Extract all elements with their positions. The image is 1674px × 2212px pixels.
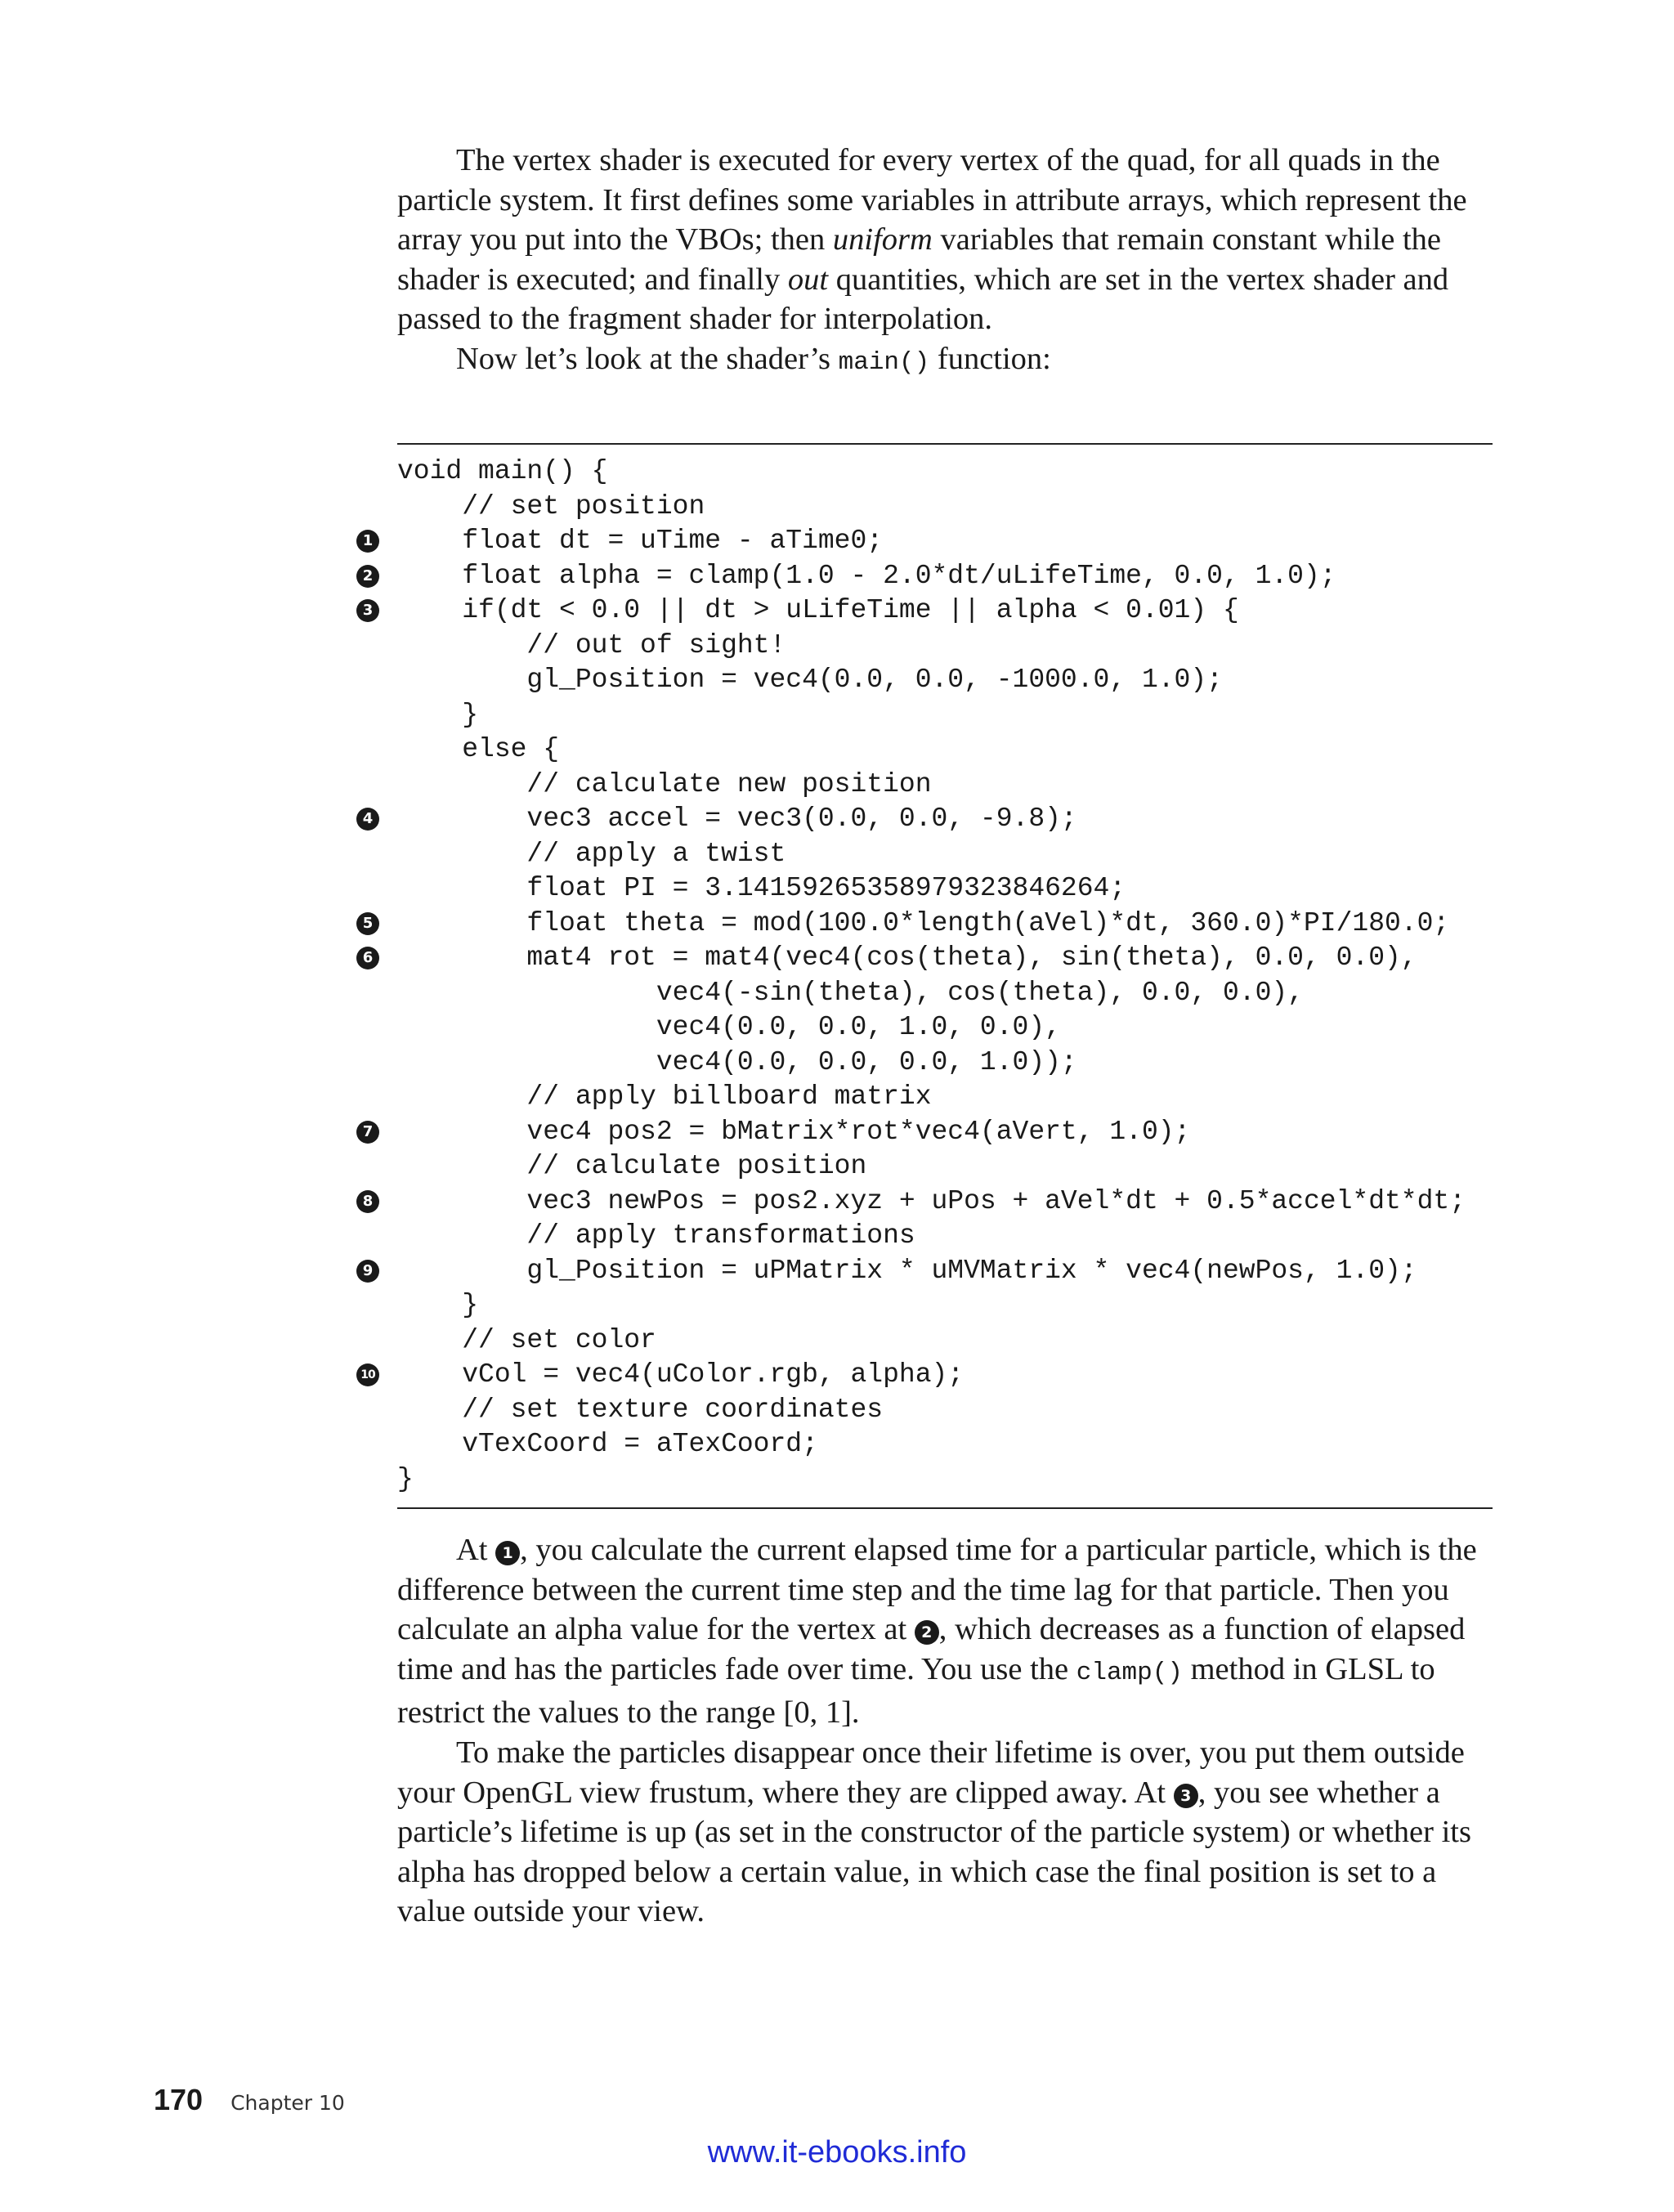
explanation-paragraph-1 [397, 1530, 1509, 1733]
callout-marker-3: 3 [1174, 1784, 1198, 1808]
code-line-text: vec4(-sin(theta), cos(theta), 0.0, 0.0), [397, 977, 1304, 1008]
code-line [362, 907, 1493, 942]
code-line [362, 593, 1493, 629]
exp-p1-code: clamp() [1076, 1658, 1183, 1687]
code-line-text: gl_Position = vec4(0.0, 0.0, -1000.0, 1.0); [397, 665, 1223, 695]
code-line [362, 524, 1493, 559]
page-footer [154, 2083, 345, 2117]
code-line-text: float alpha = clamp(1.0 - 2.0*dt/uLifeTime, 0.0, 1.0); [397, 560, 1336, 591]
code-top-rule [397, 443, 1493, 445]
code-callout-marker: 6 [356, 947, 379, 969]
code-callout-marker: 10 [356, 1363, 379, 1386]
code-listing [360, 454, 1493, 1497]
code-line-text: mat4 rot = mat4(vec4(cos(theta), sin(theta), 0.0, 0.0), [397, 943, 1417, 973]
code-line [362, 802, 1493, 837]
exp-p1-text-d: method in GLSL to restrict the values to the range [0, 1]. [397, 1651, 1435, 1731]
code-line-text: void main() { [397, 456, 608, 486]
code-line [397, 1462, 1493, 1498]
code-line-text: vec4 pos2 = bMatrix*rot*vec4(aVert, 1.0); [397, 1116, 1191, 1147]
code-line [397, 490, 1493, 525]
code-line-text: else { [397, 734, 560, 764]
exp-p2-text-a: To make the particles disappear once their lifetime is over, you put them outside your OpenGL view frustum, where they are clipped away. At [397, 1735, 1465, 1810]
code-line [397, 698, 1493, 733]
code-callout-marker: 2 [356, 565, 379, 588]
explanation-text [397, 1530, 1509, 1932]
intro-text [397, 141, 1509, 383]
code-line [397, 768, 1493, 803]
code-line [397, 732, 1493, 768]
code-line [397, 1219, 1493, 1254]
code-line-text: // calculate new position [397, 768, 932, 799]
callout-marker-1: 1 [495, 1541, 520, 1565]
code-callout-marker: 8 [356, 1190, 379, 1213]
code-line-text: // calculate position [397, 1151, 867, 1181]
intro-p1-text-c: quantities, which are set in the vertex shader and passed to the fragment shader for interpolation. [397, 262, 1449, 337]
watermark-link[interactable]: www.it-ebooks.info [707, 2135, 967, 2169]
intro-paragraph-1 [397, 141, 1509, 339]
exp-p2-text-b: , you see whether a particle’s lifetime is up (as set in the constructor of the particle system) or whether its alpha has dropped below a certain value, in which case the final position is set to a value outside your view. [397, 1775, 1471, 1929]
intro-p1-text-a: The vertex shader is executed for every vertex of the quad, for all quads in the particle system. It first defines some variables in attribute arrays, which represent the array you put into the VBOs; then [397, 143, 1467, 257]
code-line [397, 454, 1493, 490]
code-line-text: float dt = uTime - aTime0; [397, 526, 884, 556]
code-line-text: // out of sight! [397, 629, 786, 660]
code-line [362, 1184, 1493, 1220]
exp-p1-text-c: , which decreases as a function of elapsed time and has the particles fade over time. You use the [397, 1612, 1466, 1686]
code-line [397, 871, 1493, 907]
intro-p2-text-b: function: [929, 341, 1051, 376]
code-line-text: // set position [397, 490, 705, 522]
code-line-text: vec4(0.0, 0.0, 0.0, 1.0)); [397, 1046, 1077, 1077]
code-bottom-rule [397, 1507, 1493, 1509]
code-line-text: gl_Position = uPMatrix * uMVMatrix * vec4(newPos, 1.0); [397, 1255, 1417, 1286]
code-line-text: vCol = vec4(uColor.rgb, alpha); [397, 1359, 965, 1390]
callout-marker-2: 2 [915, 1620, 939, 1645]
exp-p1-text-b: , you calculate the current elapsed time for a particular particle, which is the difference between the current time step and the time lag for that particle. Then you calculate an alpha value for the vertex at [397, 1533, 1477, 1647]
code-line-text: float theta = mod(100.0*length(aVel)*dt, 360.0)*PI/180.0; [397, 907, 1450, 938]
code-line [360, 1358, 1493, 1393]
code-line [397, 837, 1493, 872]
code-line-text: vTexCoord = aTexCoord; [397, 1429, 818, 1459]
page-number: 170 [154, 2083, 204, 2116]
code-line [397, 1393, 1493, 1428]
code-line-text: // set texture coordinates [397, 1394, 884, 1425]
code-line-text: // set color [397, 1324, 656, 1355]
code-line [397, 976, 1493, 1011]
code-line-text: } [397, 699, 479, 730]
code-line [397, 1046, 1493, 1081]
code-line-text: // apply a twist [397, 838, 786, 869]
code-line [362, 1115, 1493, 1150]
code-line [397, 663, 1493, 698]
code-line-text: // apply transformations [397, 1220, 915, 1251]
code-callout-marker: 5 [356, 912, 379, 935]
code-line [397, 1149, 1493, 1184]
code-line-text: float PI = 3.14159265358979323846264; [397, 873, 1126, 903]
code-line [397, 1323, 1493, 1359]
code-line [362, 1254, 1493, 1289]
chapter-label: Chapter 10 [231, 2091, 345, 2115]
intro-p1-text-b: variables that remain constant while the shader is executed; and finally [397, 222, 1442, 297]
exp-p1-text-a: At [456, 1533, 496, 1567]
code-line [362, 559, 1493, 594]
code-callout-marker: 7 [356, 1121, 379, 1144]
code-line-text: vec3 accel = vec3(0.0, 0.0, -9.8); [397, 804, 1077, 834]
intro-p1-out-term: out [787, 262, 829, 297]
intro-p2-code: main() [838, 347, 930, 377]
explanation-paragraph-2 [397, 1733, 1509, 1932]
intro-paragraph-2 [397, 339, 1509, 383]
code-line [362, 941, 1493, 976]
code-callout-marker: 3 [356, 599, 379, 622]
code-line-text: } [397, 1290, 479, 1320]
code-line-text: } [397, 1463, 414, 1494]
code-line-text: vec3 newPos = pos2.xyz + uPos + aVel*dt + 0.5*accel*dt*dt; [397, 1185, 1466, 1216]
intro-p1-uniform-term: uniform [832, 222, 933, 257]
code-callout-marker: 9 [356, 1260, 379, 1283]
code-line-text: vec4(0.0, 0.0, 1.0, 0.0), [397, 1012, 1061, 1042]
code-line [397, 629, 1493, 664]
code-callout-marker: 1 [356, 530, 379, 553]
code-line-text: if(dt < 0.0 || dt > uLifeTime || alpha < 0.01) { [397, 595, 1239, 625]
code-line [397, 1080, 1493, 1115]
intro-p2-text-a: Now let’s look at the shader’s [456, 341, 839, 376]
code-line [397, 1288, 1493, 1323]
code-line [397, 1010, 1493, 1046]
code-line-text: // apply billboard matrix [397, 1081, 932, 1112]
code-line [397, 1427, 1493, 1462]
code-callout-marker: 4 [356, 808, 379, 831]
